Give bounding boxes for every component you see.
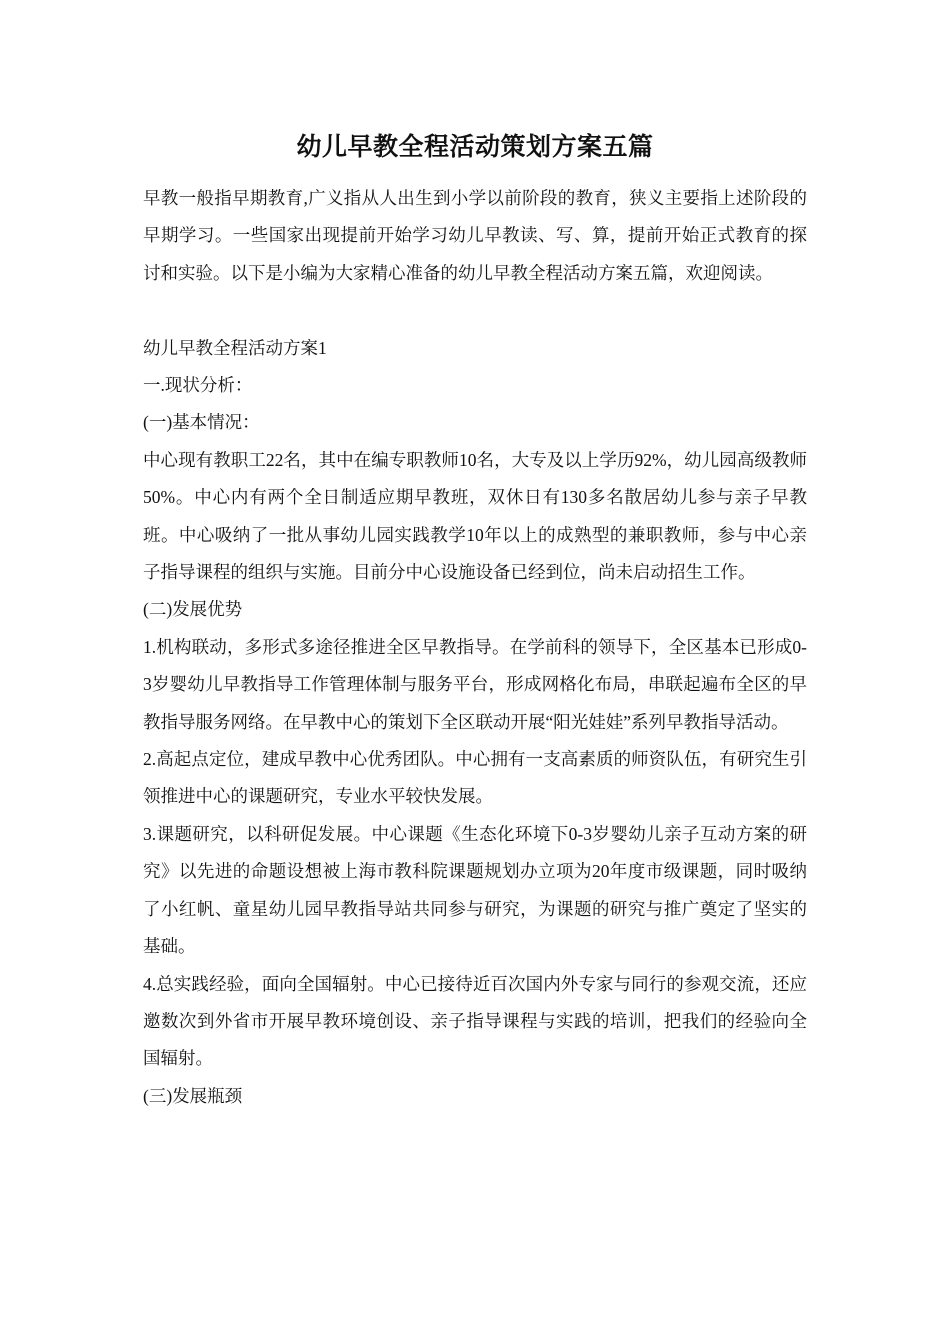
- subheading-advantages: (二)发展优势: [143, 599, 243, 620]
- subheading-basic-situation: (一)基本情况：: [143, 412, 260, 433]
- subheading-bottleneck: (三)发展瓶颈: [143, 1085, 243, 1106]
- heading-status-analysis: 一.现状分析：: [143, 375, 253, 396]
- advantage-paragraph-3: 3.课题研究，以科研促发展。中心课题《生态化环境下0-3岁婴幼儿亲子互动方案的研究》以先进的命题设想被上海市教科院课题规划办立项为20年度市级课题，同时吸纳了小红帆、童星幼儿园早教指导站共同参与研究，为课题的研究与推广奠定了坚实的基础。: [143, 823, 807, 957]
- blank-line: [143, 292, 807, 329]
- basic-situation-paragraph: 中心现有教职工22名，其中在编专职教师10名，大专及以上学历92%，幼儿园高级教师50%。中心内有两个全日制适应期早教班，双休日有130多名散居幼儿参与亲子早教班。中心吸纳了一批从事幼儿园实践教学10年以上的成熟型的兼职教师，参与中心亲子指导课程的组织与实施。目前分中心设施设备已经到位，尚未启动招生工作。: [143, 449, 807, 583]
- intro-paragraph: 早教一般指早期教育,广义指从人出生到小学以前阶段的教育，狭义主要指上述阶段的早期学习。一些国家出现提前开始学习幼儿早教读、写、算，提前开始正式教育的探讨和实验。以下是小编为大家精心准备的幼儿早教全程活动方案五篇，欢迎阅读。: [143, 188, 807, 283]
- section-title: 幼儿早教全程活动方案1: [143, 337, 327, 358]
- document-title: 幼儿早教全程活动策划方案五篇: [296, 134, 654, 161]
- advantage-paragraph-2: 2.高起点定位，建成早教中心优秀团队。中心拥有一支高素质的师资队伍，有研究生引领推进中心的课题研究，专业水平较快发展。: [143, 749, 807, 807]
- advantage-paragraph-4: 4.总实践经验，面向全国辐射。中心已接待近百次国内外专家与同行的参观交流，还应邀数次到外省市开展早教环境创设、亲子指导课程与实践的培训，把我们的经验向全国辐射。: [143, 973, 807, 1069]
- advantage-paragraph-1: 1.机构联动，多形式多途径推进全区早教指导。在学前科的领导下，全区基本已形成0-3岁婴幼儿早教指导工作管理体制与服务平台，形成网格化布局，串联起遍布全区的早教指导服务网络。在早教中心的策划下全区联动开展“阳光娃娃”系列早教指导活动。: [143, 636, 807, 732]
- document-page: [143, 128, 807, 1115]
